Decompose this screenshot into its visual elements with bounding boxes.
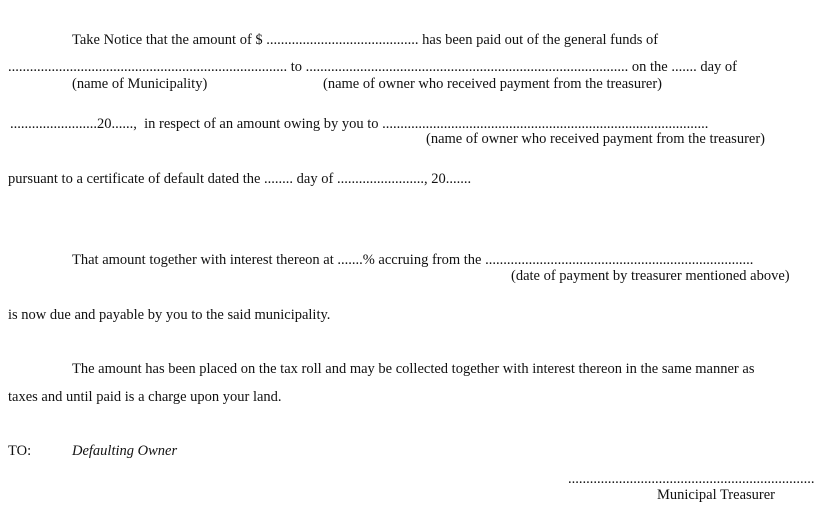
notice-line-3: ........................20......, in respect of an amount owing by you to ..........................................................................................: [10, 116, 709, 132]
interest-line-2: is now due and payable by you to the said municipality.: [8, 307, 331, 323]
tax-roll-line-1: The amount has been placed on the tax roll and may be collected together with interest thereon in the same manner as: [72, 361, 755, 377]
notice-line-2: ............................................................................. to ......................................................................................... on the ....... day of: [8, 59, 738, 75]
notice-line-4: pursuant to a certificate of default dated the ........ day of ........................, 20.......: [8, 171, 472, 187]
signature-line: ....................................................................: [568, 471, 815, 487]
municipal-treasurer-label: Municipal Treasurer: [657, 487, 775, 503]
tax-roll-line-2: taxes and until paid is a charge upon your land.: [8, 389, 282, 405]
to-label: TO:: [8, 443, 32, 459]
label-name-of-municipality: (name of Municipality): [72, 76, 208, 92]
label-name-of-owner-2: (name of owner who received payment from the treasurer): [426, 131, 765, 147]
notice-line-1: Take Notice that the amount of $ .......................................... has been paid out of the general funds of: [72, 32, 659, 48]
label-name-of-owner-1: (name of owner who received payment from the treasurer): [323, 76, 662, 92]
label-date-of-payment: (date of payment by treasurer mentioned above): [511, 268, 790, 284]
interest-line-1: That amount together with interest thereon at .......% accruing from the ..........................................................................: [72, 252, 754, 268]
defaulting-owner: Defaulting Owner: [72, 443, 178, 459]
